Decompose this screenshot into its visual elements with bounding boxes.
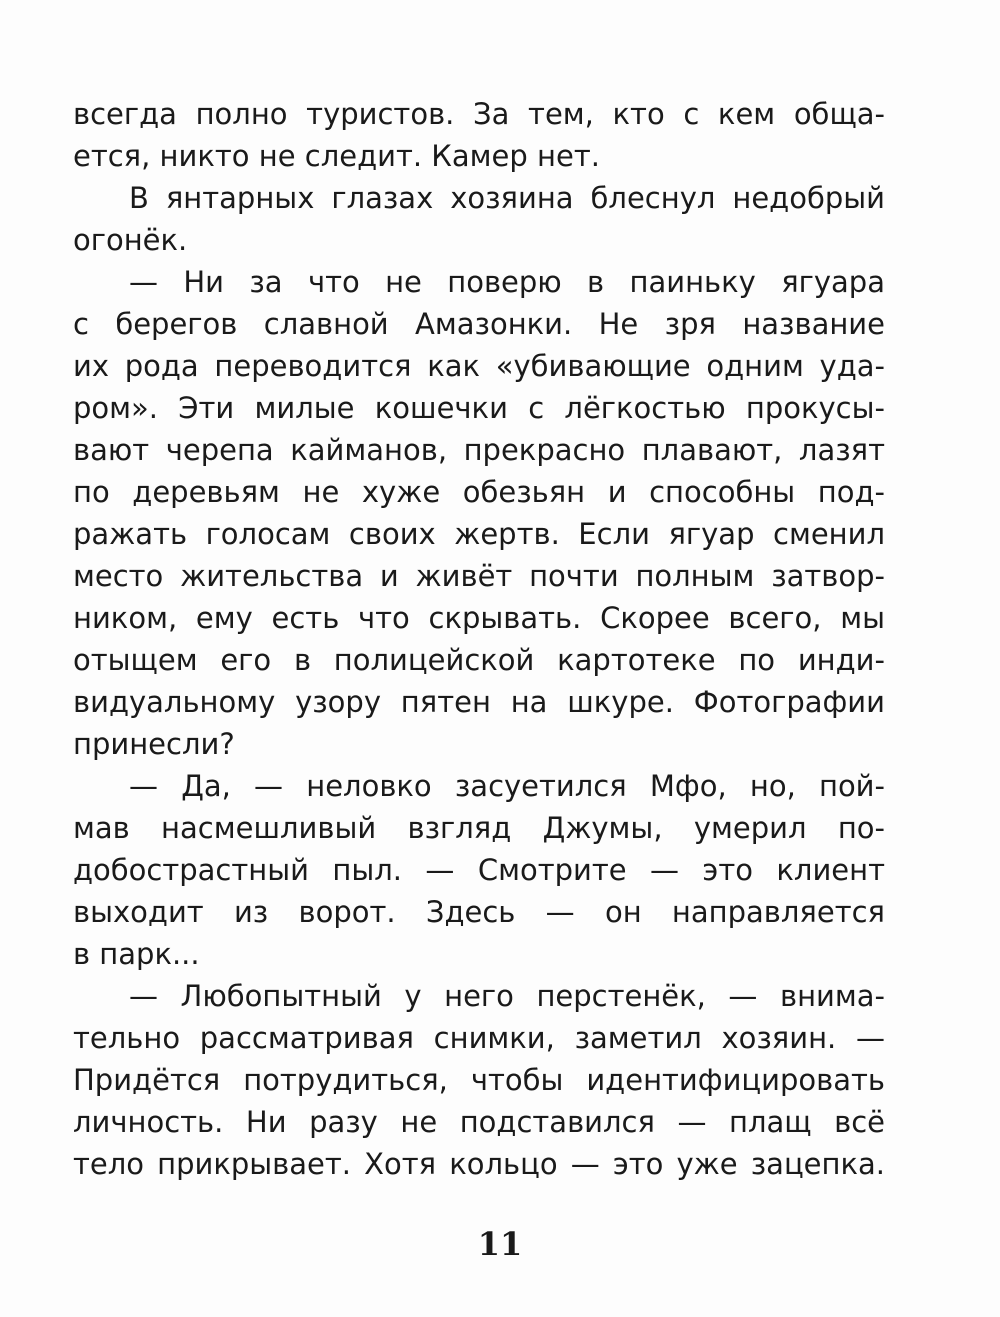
text-line: В янтарных глазах хозяина блеснул недобрый — [129, 181, 885, 215]
text-line: — Да, — неловко засуетился Мфо, но, пой- — [129, 769, 885, 803]
text-line: Придётся потрудиться, чтобы идентифицировать — [73, 1063, 885, 1097]
text-line: выходит из ворот. Здесь — он направляется — [73, 895, 885, 929]
body-text — [73, 93, 885, 1185]
text-line: видуальному узору пятен на шкуре. Фотографии — [73, 685, 885, 719]
text-line: вают черепа кайманов, прекрасно плавают, лазят — [73, 433, 885, 467]
text-line: отыщем его в полицейской картотеке по инди- — [73, 643, 885, 677]
text-line: личность. Ни разу не подставился — плащ всё — [73, 1105, 885, 1139]
text-line: по деревьям не хуже обезьян и способны под- — [73, 475, 885, 509]
text-line: всегда полно туристов. За тем, кто с кем обща- — [73, 97, 885, 131]
text-line: ражать голосам своих жертв. Если ягуар сменил — [73, 517, 885, 551]
text-line: ником, ему есть что скрывать. Скорее всего, мы — [73, 601, 885, 635]
text-line: ется, никто не следит. Камер нет. — [73, 139, 600, 173]
text-line: их рода переводится как «убивающие одним уда- — [73, 349, 885, 383]
text-line: с берегов славной Амазонки. Не зря название — [73, 307, 885, 341]
text-line: мав насмешливый взгляд Джумы, умерил по- — [73, 811, 885, 845]
text-line: тело прикрывает. Хотя кольцо — это уже зацепка. — [73, 1147, 885, 1181]
text-line: — Ни за что не поверю в паиньку ягуара — [129, 265, 885, 299]
text-line: ром». Эти милые кошечки с лёгкостью прокусы- — [73, 391, 885, 425]
text-line: тельно рассматривая снимки, заметил хозяин. — — [73, 1021, 885, 1055]
text-line: принесли? — [73, 727, 235, 761]
text-line: — Любопытный у него перстенёк, — внима- — [129, 979, 885, 1013]
text-line: огонёк. — [73, 223, 188, 257]
text-line: место жительства и живёт почти полным затвор- — [73, 559, 885, 593]
text-line: добострастный пыл. — Смотрите — это клиент — [73, 853, 885, 887]
page-number: 11 — [477, 1225, 523, 1263]
text-line: в парк... — [73, 937, 200, 971]
